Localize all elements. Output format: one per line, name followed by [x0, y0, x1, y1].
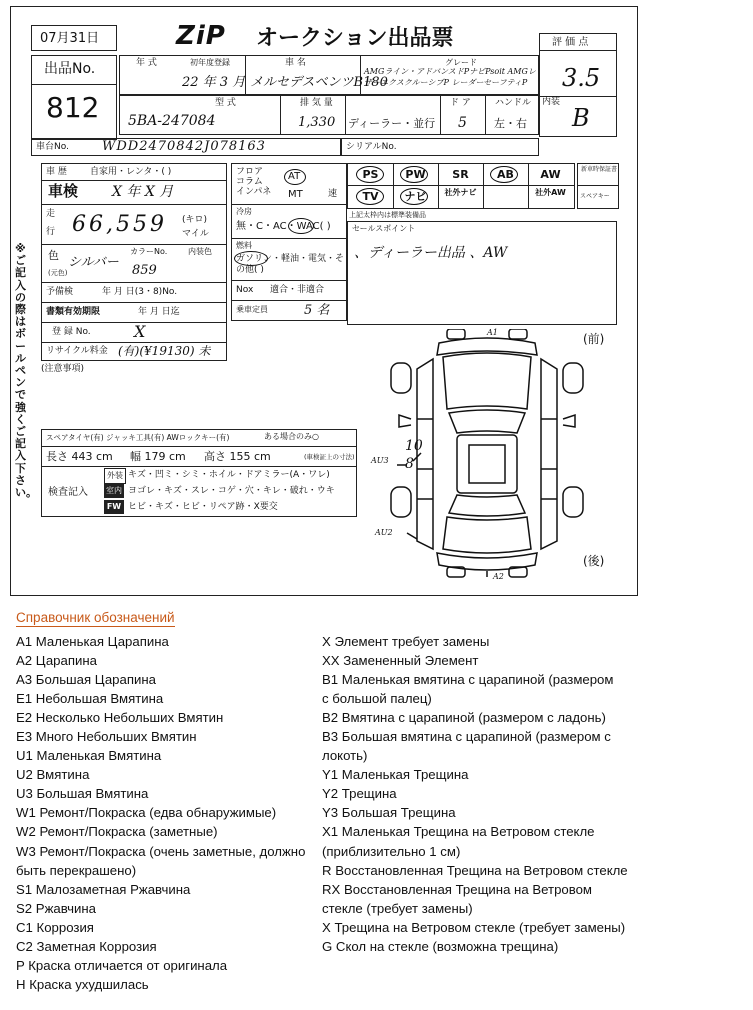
- option-ab: AB: [497, 168, 514, 181]
- drivetrain-block: [231, 163, 347, 321]
- shaken-label: 車検: [48, 182, 79, 200]
- legend-item: R Восстановленная Трещина на Ветровом стекле: [322, 862, 628, 878]
- option-aftermarket-navi: 社外ナビ: [444, 188, 477, 197]
- color-value: シルバー: [68, 255, 119, 270]
- damage-note-10: 10: [405, 438, 423, 454]
- recycle-label: リサイクル料金: [46, 346, 108, 356]
- legend-left-column: [16, 632, 305, 994]
- handle-label: ハンドル: [495, 98, 532, 108]
- spare-tire-label: スペアタイヤ(有) ジャッキ工具(有) AWロックキー(有): [46, 433, 230, 442]
- option-tv: TV: [362, 190, 379, 203]
- mileage-value: 66,559: [72, 212, 167, 237]
- grade-value-text: AMGライン・アドバンスドPナビPsoit AMGレザーエクスクルーシブP レーダーセーフティP: [364, 67, 536, 87]
- options-grid: [347, 163, 575, 209]
- legend-item: X Элемент требует замены: [322, 634, 490, 649]
- sheet-title: オークション出品票: [256, 26, 454, 51]
- legend-item: A3 Большая Царапина: [16, 672, 156, 688]
- damage-mark-au3: AU3: [371, 456, 389, 465]
- size-height: 高さ 155 cm: [204, 450, 271, 463]
- spare-key-label: スペアキー: [580, 193, 610, 200]
- sales-points-value: 、ディーラー出品 、AW: [354, 245, 508, 261]
- wac-circle: [288, 218, 314, 234]
- fuel-label: 燃料: [236, 241, 252, 250]
- type-label: 型 式: [215, 98, 236, 108]
- exterior-tag: 外装: [104, 468, 126, 484]
- interior-value: ヨゴレ・キズ・スレ・コゲ・穴・キレ・破れ・ウキ: [128, 486, 335, 496]
- at-circle: [284, 169, 306, 185]
- inspector-label: 検査記入: [48, 487, 88, 498]
- reg-value: X: [134, 322, 146, 341]
- legend-item: H Краска ухудшилась: [16, 976, 149, 992]
- legend-item: быть перекрашено): [16, 862, 137, 878]
- mileage-label-a: 走: [46, 209, 56, 219]
- legend-item: X Трещина на Ветровом стекле (требует замены): [322, 919, 626, 935]
- color-no-value: 859: [132, 263, 157, 278]
- displacement-value: 1,330: [298, 115, 336, 130]
- legend-item: A2 Царапина: [16, 653, 97, 669]
- auction-date: 07月31日: [40, 31, 100, 46]
- type-value: 5BA-247084: [128, 113, 216, 129]
- damage-note-8: 8: [405, 456, 414, 472]
- legend-item: B1 Маленькая вмятина с царапиной (размером: [322, 672, 614, 688]
- lot-label: 出品No.: [44, 61, 96, 77]
- size-width: 幅 179 cm: [130, 450, 186, 463]
- ps-circle: [356, 166, 384, 183]
- capacity-label: 乗車定員: [236, 305, 268, 314]
- legend-item: W1 Ремонт/Покраска (едва обнаружимые): [16, 805, 277, 821]
- shaken-value: X 年 X 月: [112, 184, 174, 200]
- date-box: [31, 25, 117, 51]
- options-note: 上記太枠内は標準装備品: [349, 211, 426, 219]
- color-no-label: カラーNo.: [130, 247, 168, 256]
- mileage-unit-km: (キロ): [182, 215, 208, 225]
- front-label: (前): [583, 332, 605, 346]
- lot-number: 812: [46, 91, 100, 124]
- option-pw: PW: [405, 168, 426, 181]
- serial-row: [341, 138, 539, 156]
- tv-circle: [356, 188, 384, 205]
- car-name-label: 車 名: [285, 58, 306, 68]
- chassis-value: WDD2470842J078163: [102, 139, 266, 154]
- legend-item: P Краска отличается от оригинала: [16, 957, 228, 973]
- floor-label: フロア: [236, 167, 264, 177]
- doc-value: 年 月 日迄: [138, 307, 180, 317]
- damage-mark-au2: AU2: [375, 528, 393, 537]
- speed-label: 速: [328, 189, 338, 199]
- sales-points-label: セールスポイント: [352, 224, 416, 233]
- zip-logo: ZiP: [176, 21, 226, 51]
- legend-item: W3 Ремонт/Покраска (очень заметные, должно: [16, 843, 306, 859]
- mt-label: MT: [288, 189, 303, 200]
- warranty-box: [577, 163, 619, 209]
- legend-item: Y1 Маленькая Трещина: [322, 767, 469, 783]
- ab-circle: [490, 166, 518, 183]
- usage-label: 車 歴: [46, 167, 67, 177]
- fw-value: ヒビ・キズ・ヒビ・リペア跡・X要交: [128, 502, 278, 512]
- legend-item: S2 Ржавчина: [16, 900, 97, 916]
- damage-mark-a2: A2: [493, 572, 504, 581]
- legend-item: RX Восстановленная Трещина на Ветровом: [322, 881, 593, 897]
- new-car-warranty-label: 新車時保証書: [580, 166, 617, 173]
- reserve-label: 予備検: [46, 287, 74, 297]
- legend-item: U1 Маленькая Вмятина: [16, 748, 162, 764]
- option-aw: AW: [540, 168, 561, 181]
- legend-item: A1 Маленькая Царапина: [16, 634, 169, 649]
- car-body-diagram: [377, 329, 597, 579]
- side-note: ※ご記入の際はボールペンで強くご記入下さい。: [15, 242, 37, 500]
- legend-item: S1 Малозаметная Ржавчина: [16, 881, 191, 897]
- lot-box: [31, 55, 117, 140]
- legend-item: B3 Большая вмятина с царапиной (размером с: [322, 729, 611, 745]
- doors-value: 5: [458, 115, 467, 131]
- inpane-label: インパネ: [236, 187, 272, 197]
- color-sub: (元色): [48, 269, 68, 277]
- color-label: 色: [48, 249, 59, 262]
- pw-circle: [400, 166, 428, 183]
- size-length: 長さ 443 cm: [46, 450, 113, 463]
- legend-item: X1 Маленькая Трещина на Ветровом стекле: [322, 824, 595, 840]
- legend-item: U2 Вмятина: [16, 767, 90, 783]
- sales-points-box: [347, 221, 617, 325]
- option-navi: ナビ: [404, 190, 427, 203]
- rear-label: (後): [583, 554, 605, 568]
- car-name-value: メルセデスベンツB180: [250, 75, 388, 90]
- handle-value: 左・右: [494, 117, 527, 130]
- legend-right-column: [322, 632, 628, 956]
- legend-item: C2 Заметная Коррозия: [16, 938, 157, 954]
- option-aftermarket-aw: 社外AW: [535, 188, 566, 197]
- type-row: [119, 95, 539, 135]
- interior-tag: 室内: [104, 484, 124, 498]
- legend-item: U3 Большая Вмятина: [16, 786, 149, 802]
- if-any-label: ある場合のみ○: [264, 432, 319, 441]
- ac-value: 無・C・AC・WAC( ): [236, 221, 331, 232]
- serial-label: シリアルNo.: [346, 142, 397, 152]
- vehicle-history-block: [41, 163, 227, 361]
- inspection-box: [41, 429, 357, 517]
- legend-item: E3 Много Небольших Вмятин: [16, 729, 197, 745]
- ac-label: 冷房: [236, 207, 252, 216]
- chassis-row: [31, 138, 341, 156]
- damage-mark-a1: A1: [487, 328, 498, 337]
- navi-circle: [400, 188, 428, 205]
- doc-label: 書類有効期限: [46, 307, 101, 317]
- year-label: 年 式: [136, 58, 157, 68]
- legend-item: Y3 Большая Трещина: [322, 805, 456, 821]
- usage-value: 自家用・レンタ・( ): [90, 167, 172, 177]
- mileage-label-b: 行: [46, 227, 56, 237]
- fuel-value: ガソリン・軽油・電気・その他( ): [236, 254, 345, 275]
- legend-item: E2 Несколько Небольших Вмятин: [16, 710, 224, 726]
- legend-item: стекле (требует замены): [322, 900, 473, 916]
- reg-label: 登 録 No.: [52, 327, 91, 337]
- grade-box: [539, 33, 617, 137]
- capacity-value: 5 名: [304, 303, 330, 318]
- legend-item: E1 Небольшая Вмятина: [16, 691, 164, 707]
- mileage-unit-mile: マイル: [182, 229, 209, 239]
- nox-label: Nox: [236, 285, 254, 295]
- legend-item: (приблизительно 1 см): [322, 843, 461, 859]
- legend-item: B2 Вмятина с царапиной (размером с ладонь): [322, 710, 606, 726]
- legend-item: с большой палец): [322, 691, 432, 707]
- doors-label: ド ア: [450, 98, 471, 108]
- legend-item: локоть): [322, 748, 368, 764]
- exterior-value: キズ・凹ミ・シミ・ホイル・ドアミラー(A・ワレ): [128, 470, 330, 480]
- int-color-label: 内装色: [188, 247, 212, 256]
- size-note: (車検証上の寸法): [304, 453, 355, 461]
- displacement-label: 排 気 量: [300, 98, 333, 108]
- grade-text-label: グレード: [445, 58, 477, 67]
- grade-label: 評 価 点: [552, 37, 589, 48]
- chassis-label: 車台No.: [36, 142, 69, 152]
- gasoline-circle: [234, 251, 268, 266]
- legend-item: G Скол на стекле (возможна трещина): [322, 938, 559, 954]
- car-info-row: [119, 55, 539, 95]
- auction-sheet: [10, 6, 638, 596]
- option-sr: SR: [452, 168, 469, 181]
- legend-item: W2 Ремонт/Покраска (заметные): [16, 824, 218, 840]
- nox-value: 適合・非適合: [270, 285, 325, 295]
- legend-title: Справочник обозначений: [16, 610, 175, 625]
- recycle-value: (有)(¥19130) 未: [118, 344, 211, 358]
- legend-item: XX Замененный Элемент: [322, 653, 479, 669]
- option-ps: PS: [362, 168, 379, 181]
- legend-item: C1 Коррозия: [16, 919, 94, 935]
- reserve-value: 年 月 日(3・8)No.: [102, 287, 178, 297]
- remarks-label: (注意事項): [41, 364, 85, 374]
- fw-tag: FW: [104, 500, 124, 514]
- cols-label: コラム: [236, 177, 263, 187]
- interior-label: 内装: [542, 97, 561, 107]
- first-reg-label: 初年度登録: [190, 58, 230, 67]
- legend-item: Y2 Трещина: [322, 786, 397, 802]
- grade-value: 3.5: [562, 64, 601, 92]
- year-value: 22 年 3 月: [182, 75, 246, 90]
- import-value: ディーラー・並行: [348, 117, 436, 130]
- interior-grade: B: [572, 104, 590, 132]
- at-label: AT: [288, 171, 301, 182]
